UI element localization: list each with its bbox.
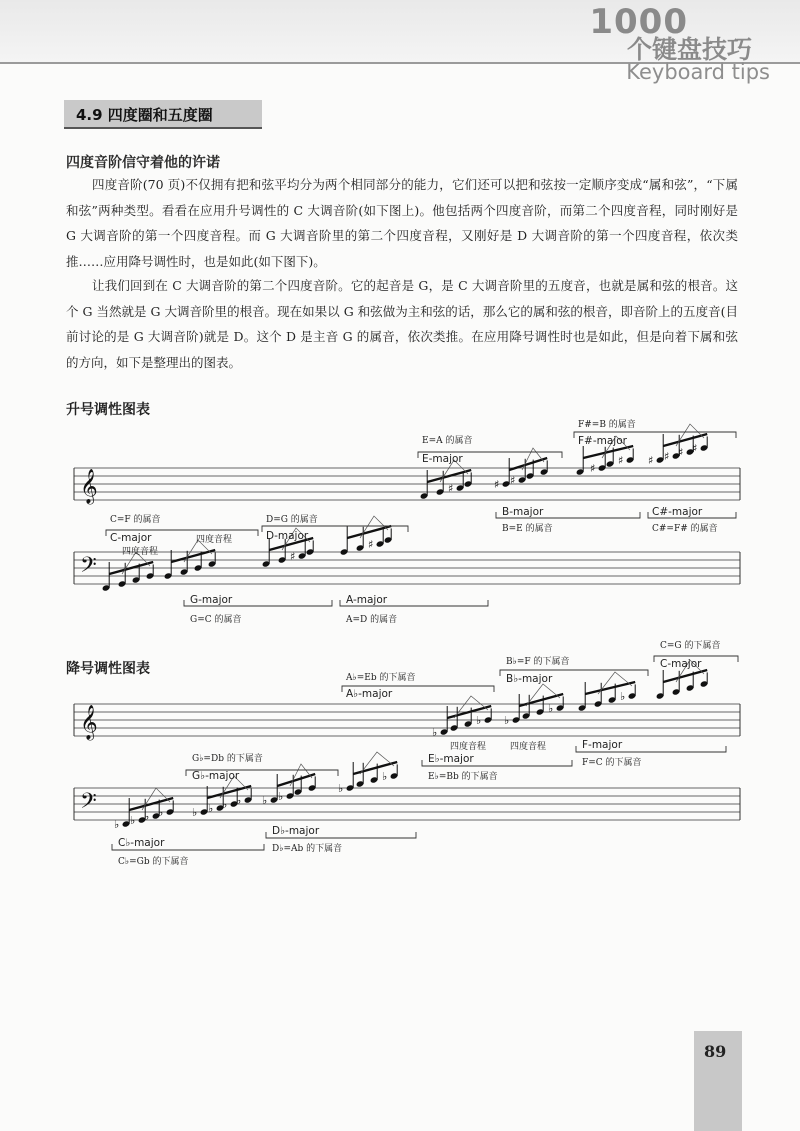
bb-major-upper-tetrachord <box>504 694 564 727</box>
db-major-subdominant-note: D♭=Ab 的下属音 <box>272 844 343 854</box>
accidental-mark: ♯ <box>494 478 500 491</box>
note-beam <box>277 774 315 786</box>
flat-chart-title: 降号调性图表 <box>66 661 150 677</box>
a-major-upper-tetrachord <box>420 470 473 500</box>
fourth-interval-label: 四度音程 <box>122 547 159 557</box>
fourth-interval-label: 四度音程 <box>196 535 233 545</box>
body-paragraph-1: 四度音阶(70 页)不仅拥有把和弦平均分为两个相同部分的能力，它们还可以把和弦按一定顺序变成“属和弦”，“下属和弦”两种类型。看看在应用升号调性的 C 大调音阶(如下图上)。他包括两个四度音阶，而第二个四度音程，同时刚好是 G 大调音阶的第一个四度音程。而 G 大调音阶里的第二个四度音程，又刚好是 D 大调音阶的第一个四度音程，依次类推……应用降号调性时，也是如此(如下图下)。 <box>66 177 738 269</box>
db-major-label: D♭-major <box>272 825 320 837</box>
d-major-dominant-note: D=G 的属音 <box>266 515 318 525</box>
fsharp-major-upper-tetrachord <box>648 434 708 467</box>
eb-major-upper-tetrachord <box>432 706 492 739</box>
bb-major-subdominant-note: B♭=F 的下属音 <box>506 657 570 667</box>
section-title: 4.9 四度圈和五度圈 <box>76 106 213 124</box>
accidental-mark: ♭ <box>620 690 626 703</box>
ab-major-label: A♭-major <box>346 688 393 700</box>
accidental-mark: ♭ <box>158 806 164 819</box>
sharp-note-groups <box>102 424 709 592</box>
csharp-major-label: C#-major <box>652 506 703 518</box>
e-major-label: E-major <box>422 453 463 465</box>
a-major-label: A-major <box>346 594 388 606</box>
accidental-mark: ♯ <box>448 482 454 495</box>
treble-clef-icon: 𝄞 <box>80 705 98 740</box>
accidental-mark: ♯ <box>664 450 670 463</box>
cb-major-lower-tetrachord <box>114 798 174 831</box>
csharp-major-dominant-note: C#=F# 的属音 <box>652 524 718 534</box>
cb-major-label: C♭-major <box>118 837 165 849</box>
accidental-mark: ♯ <box>678 446 684 459</box>
accidental-mark: ♭ <box>130 814 136 827</box>
b-major-upper-tetrachord <box>576 446 635 476</box>
note-beam <box>585 682 635 694</box>
accidental-mark: ♯ <box>618 454 624 467</box>
book-logo-number: 1000 <box>589 2 688 42</box>
bass-clef-icon: 𝄢 <box>80 553 97 583</box>
c-major-label: C-major <box>110 532 152 544</box>
book-logo-title: 个键盘技巧 <box>626 35 752 64</box>
d-major-upper-tetrachord <box>340 526 393 556</box>
book-logo-subtitle: Keyboard tips <box>626 60 770 84</box>
sharp-brackets <box>106 418 736 625</box>
accidental-mark: ♭ <box>114 818 120 831</box>
flat-brackets <box>112 639 738 867</box>
gb-major-label: G♭-major <box>192 770 240 782</box>
fsharp-major-dominant-note: F#=B 的属音 <box>578 420 636 430</box>
g-major-label: G-major <box>190 594 233 606</box>
g-major-dominant-note: G=C 的属音 <box>190 615 242 625</box>
note-beam <box>663 670 707 682</box>
accidental-mark: ♭ <box>236 794 242 807</box>
accidental-mark: ♯ <box>290 550 296 563</box>
gb-major-subdominant-note: G♭=Db 的下属音 <box>192 754 263 764</box>
c-major-lower-tetrachord <box>102 562 155 592</box>
c-major-dominant-note: C=F 的属音 <box>110 515 161 525</box>
accidental-mark: ♭ <box>338 782 344 795</box>
sharp-bass-staff <box>74 552 740 584</box>
f-major-label: F-major <box>582 739 623 751</box>
sharp-chart-title: 升号调性图表 <box>66 402 150 418</box>
ab-major-subdominant-note: A♭=Eb 的下属音 <box>346 673 416 683</box>
c-major-upper-tetrachord <box>164 550 217 580</box>
db-major-upper-tetrachord <box>262 774 316 807</box>
accidental-mark: ♯ <box>510 474 516 487</box>
accidental-mark: ♯ <box>368 538 374 551</box>
fourth-interval-label: 四度音程 <box>450 742 487 752</box>
fsharp-major-label: F#-major <box>578 435 627 447</box>
accidental-mark: ♭ <box>192 806 198 819</box>
b-major-label: B-major <box>502 506 544 518</box>
e-major-upper-tetrachord <box>494 458 548 491</box>
d-major-label: D-major <box>266 530 309 542</box>
sharp-treble-staff <box>74 468 740 505</box>
accidental-mark: ♭ <box>278 790 284 803</box>
accidental-mark: ♭ <box>382 770 388 783</box>
gb-major-upper-tetrachord <box>192 786 252 819</box>
accidental-mark: ♭ <box>476 714 482 727</box>
f-major-upper-tetrachord <box>578 682 637 712</box>
page-number: 89 <box>704 1042 727 1061</box>
f-major-subdominant-note: F=C 的下属音 <box>582 758 642 768</box>
bass-clef-icon: 𝄢 <box>80 789 97 819</box>
note-beam <box>353 762 397 774</box>
fourth-interval-label: 四度音程 <box>510 742 547 752</box>
accidental-mark: ♭ <box>208 802 214 815</box>
accidental-mark: ♯ <box>692 442 698 455</box>
note-beam <box>347 526 391 538</box>
g-major-upper-tetrachord <box>262 538 315 568</box>
c-major-subdominant-note: C=G 的下属音 <box>660 641 721 651</box>
eb-major-label: E♭-major <box>428 753 474 765</box>
e-major-dominant-note: E=A 的属音 <box>422 436 473 446</box>
a-major-dominant-note: A=D 的属音 <box>346 615 398 625</box>
flat-bass-staff <box>74 788 740 820</box>
treble-clef-icon: 𝄞 <box>80 469 98 504</box>
c-major-label: C-major <box>660 658 702 670</box>
bb-major-label: B♭-major <box>506 673 553 685</box>
eb-major-subdominant-note: E♭=Bb 的下属音 <box>428 772 498 782</box>
ab-major-upper-tetrachord <box>338 762 398 795</box>
body-paragraph-2: 让我们回到在 C 大调音阶的第二个四度音阶。它的起音是 G，是 C 大调音阶里的五度音，也就是属和弦的根音。这个 G 当然就是 G 大调音阶里的根音。现在如果以 G 和弦做为主和弦的话，那么它的属和弦的根音，即音阶上的五度音(目前讨论的是 G 大调音阶)就是 D。这个 D 是主音 G 的属音，依次类推。在应用降号调性时也是如此，但是向着下属和弦的方向，如下是整理出的图表。 <box>66 278 738 370</box>
accidental-mark: ♭ <box>504 714 510 727</box>
accidental-mark: ♯ <box>648 454 654 467</box>
accidental-mark: ♭ <box>548 702 554 715</box>
subsection-title: 四度音阶信守着他的许诺 <box>66 155 220 171</box>
accidental-mark: ♭ <box>144 810 150 823</box>
flat-treble-staff <box>74 704 740 741</box>
note-beam <box>663 434 707 446</box>
cb-major-subdominant-note: C♭=Gb 的下属音 <box>118 857 189 867</box>
accidental-mark: ♭ <box>432 726 438 739</box>
c-major-upper-tetrachord <box>656 670 709 700</box>
b-major-dominant-note: B=E 的属音 <box>502 524 553 534</box>
accidental-mark: ♭ <box>222 798 228 811</box>
accidental-mark: ♭ <box>262 794 268 807</box>
accidental-mark: ♯ <box>590 462 596 475</box>
